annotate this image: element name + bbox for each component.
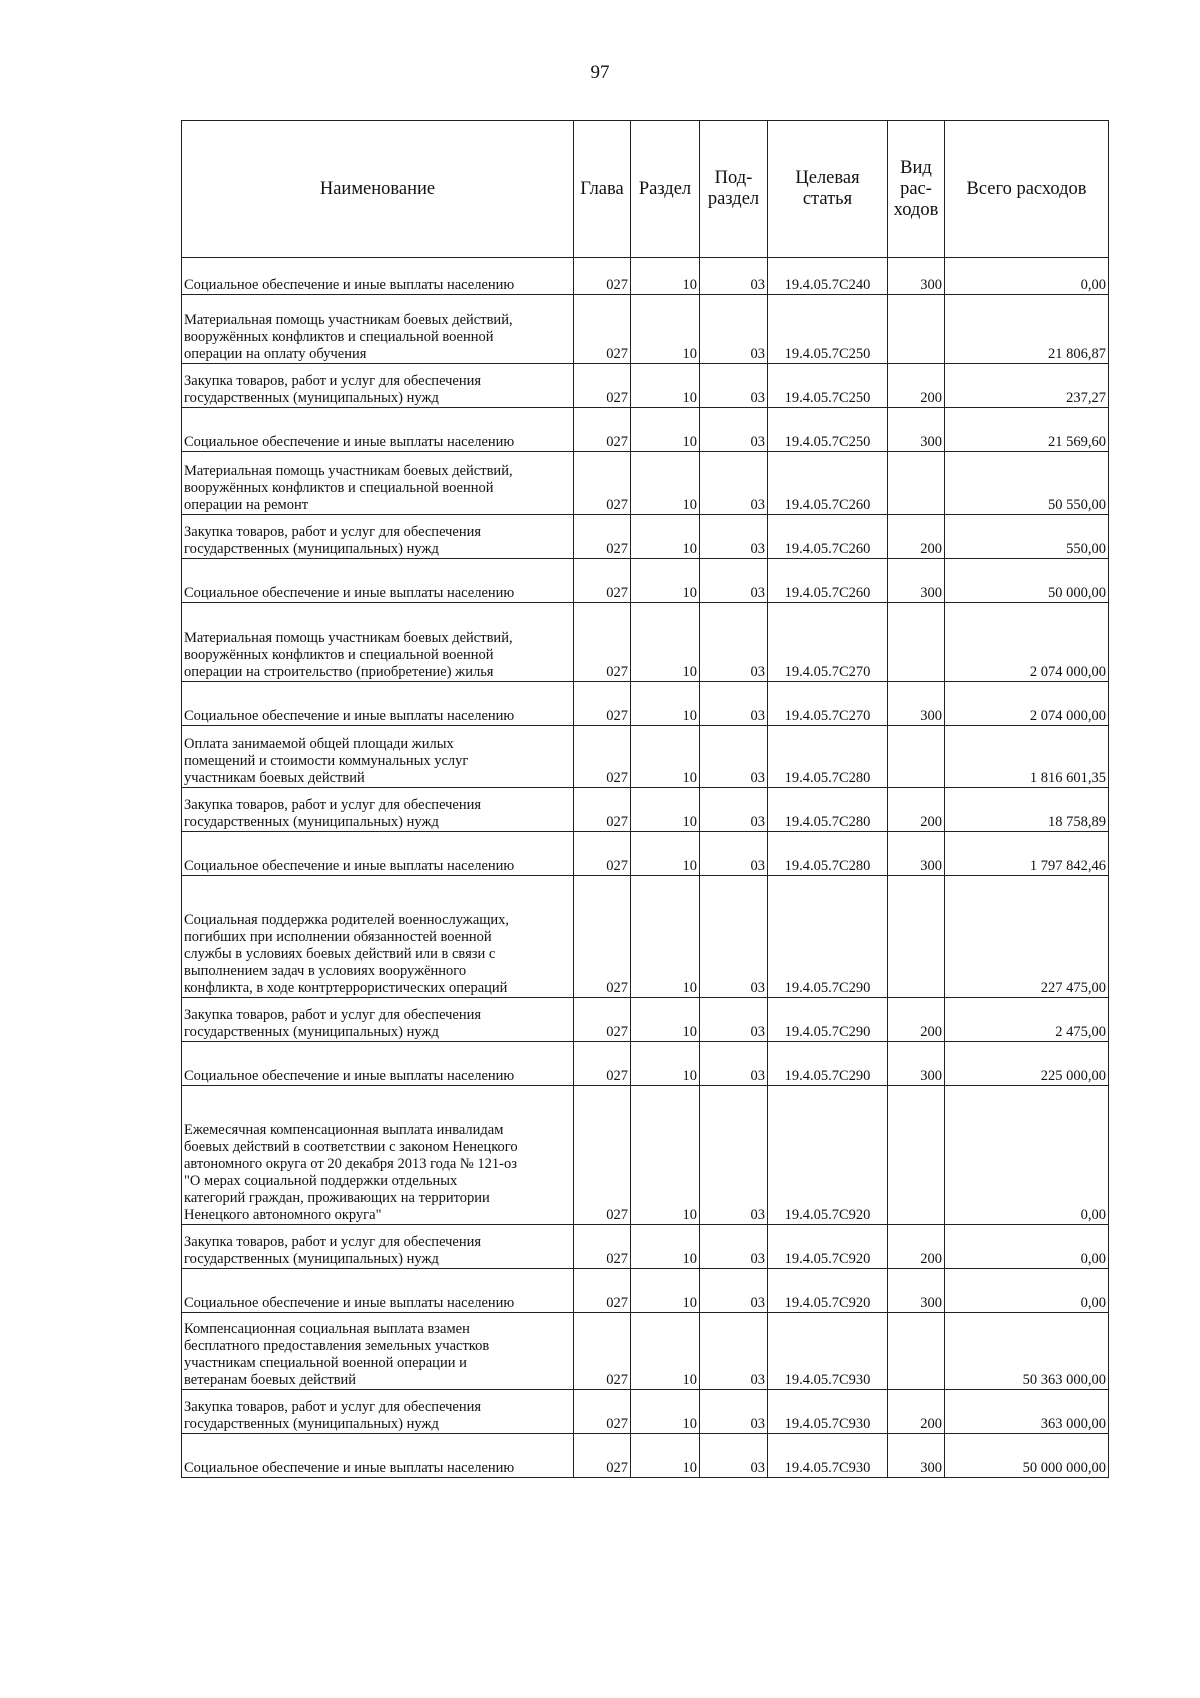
row-total: 2 475,00 xyxy=(945,998,1109,1042)
row-expense-kind xyxy=(888,1086,945,1225)
row-section: 10 xyxy=(631,1225,700,1269)
row-total: 1 816 601,35 xyxy=(945,726,1109,788)
row-section: 10 xyxy=(631,726,700,788)
table-row xyxy=(182,1434,1109,1478)
row-section: 10 xyxy=(631,1086,700,1225)
row-target-article: 19.4.05.7C250 xyxy=(768,295,888,364)
table-row xyxy=(182,832,1109,876)
row-name: Социальное обеспечение и иные выплаты населению xyxy=(182,1434,574,1478)
table-header-row xyxy=(182,121,1109,258)
table-row xyxy=(182,682,1109,726)
row-expense-kind xyxy=(888,452,945,515)
row-target-article: 19.4.05.7C290 xyxy=(768,998,888,1042)
row-total: 50 000,00 xyxy=(945,559,1109,603)
row-section: 10 xyxy=(631,603,700,682)
row-chapter: 027 xyxy=(574,603,631,682)
row-name: Закупка товаров, работ и услуг для обеспечения государственных (муниципальных) нужд xyxy=(182,1225,574,1269)
row-name: Материальная помощь участникам боевых действий, вооружённых конфликтов и специальной военной операции на строительство (приобретение) жилья xyxy=(182,603,574,682)
row-section: 10 xyxy=(631,1434,700,1478)
row-chapter: 027 xyxy=(574,408,631,452)
row-section: 10 xyxy=(631,364,700,408)
row-subsection: 03 xyxy=(700,788,768,832)
row-total: 227 475,00 xyxy=(945,876,1109,998)
table-row xyxy=(182,998,1109,1042)
row-expense-kind xyxy=(888,726,945,788)
row-section: 10 xyxy=(631,1313,700,1390)
header-name: Наименование xyxy=(182,121,574,258)
row-target-article: 19.4.05.7C930 xyxy=(768,1313,888,1390)
table-row xyxy=(182,788,1109,832)
row-total: 225 000,00 xyxy=(945,1042,1109,1086)
row-name: Социальное обеспечение и иные выплаты населению xyxy=(182,1269,574,1313)
row-target-article: 19.4.05.7C250 xyxy=(768,364,888,408)
row-expense-kind: 200 xyxy=(888,515,945,559)
row-subsection: 03 xyxy=(700,682,768,726)
row-chapter: 027 xyxy=(574,515,631,559)
row-subsection: 03 xyxy=(700,1225,768,1269)
table-row xyxy=(182,1086,1109,1225)
row-section: 10 xyxy=(631,258,700,295)
row-chapter: 027 xyxy=(574,295,631,364)
row-chapter: 027 xyxy=(574,1225,631,1269)
row-target-article: 19.4.05.7C920 xyxy=(768,1086,888,1225)
header-chapter: Глава xyxy=(574,121,631,258)
table-row xyxy=(182,515,1109,559)
row-expense-kind: 300 xyxy=(888,258,945,295)
row-total: 2 074 000,00 xyxy=(945,682,1109,726)
row-name: Социальное обеспечение и иные выплаты населению xyxy=(182,258,574,295)
table-row xyxy=(182,1042,1109,1086)
row-expense-kind: 200 xyxy=(888,998,945,1042)
row-expense-kind xyxy=(888,1313,945,1390)
row-total: 363 000,00 xyxy=(945,1390,1109,1434)
row-expense-kind: 300 xyxy=(888,559,945,603)
row-total: 50 363 000,00 xyxy=(945,1313,1109,1390)
row-target-article: 19.4.05.7C280 xyxy=(768,788,888,832)
row-subsection: 03 xyxy=(700,408,768,452)
row-subsection: 03 xyxy=(700,832,768,876)
row-subsection: 03 xyxy=(700,726,768,788)
row-name: Социальное обеспечение и иные выплаты населению xyxy=(182,682,574,726)
row-subsection: 03 xyxy=(700,295,768,364)
table-row xyxy=(182,603,1109,682)
row-chapter: 027 xyxy=(574,726,631,788)
row-chapter: 027 xyxy=(574,1042,631,1086)
row-name: Материальная помощь участникам боевых действий, вооружённых конфликтов и специальной военной операции на оплату обучения xyxy=(182,295,574,364)
header-subsection: Под- раздел xyxy=(700,121,768,258)
row-section: 10 xyxy=(631,1390,700,1434)
row-section: 10 xyxy=(631,682,700,726)
row-section: 10 xyxy=(631,788,700,832)
row-name: Материальная помощь участникам боевых действий, вооружённых конфликтов и специальной военной операции на ремонт xyxy=(182,452,574,515)
row-chapter: 027 xyxy=(574,559,631,603)
row-total: 21 806,87 xyxy=(945,295,1109,364)
row-total: 2 074 000,00 xyxy=(945,603,1109,682)
row-expense-kind: 200 xyxy=(888,1390,945,1434)
row-target-article: 19.4.05.7C260 xyxy=(768,559,888,603)
table-row xyxy=(182,1225,1109,1269)
row-subsection: 03 xyxy=(700,258,768,295)
row-expense-kind: 300 xyxy=(888,1269,945,1313)
row-total: 0,00 xyxy=(945,1269,1109,1313)
table-row xyxy=(182,1269,1109,1313)
row-target-article: 19.4.05.7C250 xyxy=(768,408,888,452)
row-total: 50 550,00 xyxy=(945,452,1109,515)
row-section: 10 xyxy=(631,452,700,515)
header-section: Раздел xyxy=(631,121,700,258)
row-target-article: 19.4.05.7C280 xyxy=(768,832,888,876)
row-expense-kind: 300 xyxy=(888,832,945,876)
row-target-article: 19.4.05.7C290 xyxy=(768,876,888,998)
page-number: 97 xyxy=(590,62,610,83)
row-target-article: 19.4.05.7C270 xyxy=(768,682,888,726)
budget-table xyxy=(181,120,1109,1478)
row-total: 18 758,89 xyxy=(945,788,1109,832)
row-subsection: 03 xyxy=(700,876,768,998)
row-target-article: 19.4.05.7C240 xyxy=(768,258,888,295)
row-expense-kind: 300 xyxy=(888,1042,945,1086)
row-total: 0,00 xyxy=(945,1225,1109,1269)
row-subsection: 03 xyxy=(700,603,768,682)
row-subsection: 03 xyxy=(700,364,768,408)
row-chapter: 027 xyxy=(574,682,631,726)
header-expense-kind: Вид рас- ходов xyxy=(888,121,945,258)
row-section: 10 xyxy=(631,1042,700,1086)
table-row xyxy=(182,364,1109,408)
row-total: 1 797 842,46 xyxy=(945,832,1109,876)
row-target-article: 19.4.05.7C270 xyxy=(768,603,888,682)
row-chapter: 027 xyxy=(574,1269,631,1313)
header-target-article: Целевая статья xyxy=(768,121,888,258)
row-name: Социальная поддержка родителей военнослужащих, погибших при исполнении обязанностей военной службы в условиях боевых действий или в связи с выполнением задач в условиях вооружённого конфликта, в ходе контртеррористических операций xyxy=(182,876,574,998)
table-row xyxy=(182,1313,1109,1390)
row-subsection: 03 xyxy=(700,1313,768,1390)
row-subsection: 03 xyxy=(700,1390,768,1434)
row-subsection: 03 xyxy=(700,1042,768,1086)
row-total: 0,00 xyxy=(945,1086,1109,1225)
row-name: Компенсационная социальная выплата взамен бесплатного предоставления земельных участков участникам специальной военной операции и ветеранам боевых действий xyxy=(182,1313,574,1390)
row-name: Закупка товаров, работ и услуг для обеспечения государственных (муниципальных) нужд xyxy=(182,364,574,408)
row-subsection: 03 xyxy=(700,559,768,603)
table-row xyxy=(182,726,1109,788)
row-chapter: 027 xyxy=(574,788,631,832)
row-name: Социальное обеспечение и иные выплаты населению xyxy=(182,408,574,452)
row-chapter: 027 xyxy=(574,832,631,876)
row-subsection: 03 xyxy=(700,998,768,1042)
header-total-expenses: Всего расходов xyxy=(945,121,1109,258)
row-name: Закупка товаров, работ и услуг для обеспечения государственных (муниципальных) нужд xyxy=(182,1390,574,1434)
row-expense-kind xyxy=(888,876,945,998)
row-expense-kind: 200 xyxy=(888,1225,945,1269)
row-target-article: 19.4.05.7C930 xyxy=(768,1390,888,1434)
row-expense-kind xyxy=(888,603,945,682)
row-chapter: 027 xyxy=(574,1086,631,1225)
row-subsection: 03 xyxy=(700,1086,768,1225)
row-total: 21 569,60 xyxy=(945,408,1109,452)
row-chapter: 027 xyxy=(574,364,631,408)
row-target-article: 19.4.05.7C280 xyxy=(768,726,888,788)
row-chapter: 027 xyxy=(574,876,631,998)
row-section: 10 xyxy=(631,876,700,998)
row-target-article: 19.4.05.7C290 xyxy=(768,1042,888,1086)
row-section: 10 xyxy=(631,295,700,364)
row-name: Социальное обеспечение и иные выплаты населению xyxy=(182,559,574,603)
table-row xyxy=(182,452,1109,515)
row-name: Социальное обеспечение и иные выплаты населению xyxy=(182,832,574,876)
table-row xyxy=(182,559,1109,603)
row-name: Социальное обеспечение и иные выплаты населению xyxy=(182,1042,574,1086)
row-section: 10 xyxy=(631,408,700,452)
row-name: Закупка товаров, работ и услуг для обеспечения государственных (муниципальных) нужд xyxy=(182,998,574,1042)
row-name: Закупка товаров, работ и услуг для обеспечения государственных (муниципальных) нужд xyxy=(182,788,574,832)
table-row xyxy=(182,408,1109,452)
row-chapter: 027 xyxy=(574,998,631,1042)
row-section: 10 xyxy=(631,832,700,876)
row-expense-kind: 300 xyxy=(888,408,945,452)
row-target-article: 19.4.05.7C930 xyxy=(768,1434,888,1478)
row-subsection: 03 xyxy=(700,452,768,515)
table-row xyxy=(182,258,1109,295)
row-chapter: 027 xyxy=(574,258,631,295)
row-name: Закупка товаров, работ и услуг для обеспечения государственных (муниципальных) нужд xyxy=(182,515,574,559)
row-section: 10 xyxy=(631,998,700,1042)
row-section: 10 xyxy=(631,559,700,603)
row-subsection: 03 xyxy=(700,515,768,559)
row-expense-kind: 300 xyxy=(888,1434,945,1478)
row-subsection: 03 xyxy=(700,1434,768,1478)
row-total: 550,00 xyxy=(945,515,1109,559)
row-expense-kind: 200 xyxy=(888,788,945,832)
row-target-article: 19.4.05.7C920 xyxy=(768,1225,888,1269)
row-chapter: 027 xyxy=(574,1313,631,1390)
row-chapter: 027 xyxy=(574,1434,631,1478)
row-total: 50 000 000,00 xyxy=(945,1434,1109,1478)
row-chapter: 027 xyxy=(574,1390,631,1434)
row-expense-kind: 300 xyxy=(888,682,945,726)
row-section: 10 xyxy=(631,515,700,559)
row-target-article: 19.4.05.7C260 xyxy=(768,452,888,515)
row-total: 0,00 xyxy=(945,258,1109,295)
row-name: Оплата занимаемой общей площади жилых помещений и стоимости коммунальных услуг участникам боевых действий xyxy=(182,726,574,788)
row-expense-kind: 200 xyxy=(888,364,945,408)
row-target-article: 19.4.05.7C920 xyxy=(768,1269,888,1313)
row-subsection: 03 xyxy=(700,1269,768,1313)
table-row xyxy=(182,876,1109,998)
row-target-article: 19.4.05.7C260 xyxy=(768,515,888,559)
row-expense-kind xyxy=(888,295,945,364)
row-total: 237,27 xyxy=(945,364,1109,408)
row-chapter: 027 xyxy=(574,452,631,515)
table-row xyxy=(182,295,1109,364)
row-section: 10 xyxy=(631,1269,700,1313)
table-row xyxy=(182,1390,1109,1434)
row-name: Ежемесячная компенсационная выплата инвалидам боевых действий в соответствии с законом Ненецкого автономного округа от 20 декабря 2013 года № 121-оз "О мерах социальной поддержки отдельных категорий граждан, проживающих на территории Ненецкого автономного округа" xyxy=(182,1086,574,1225)
